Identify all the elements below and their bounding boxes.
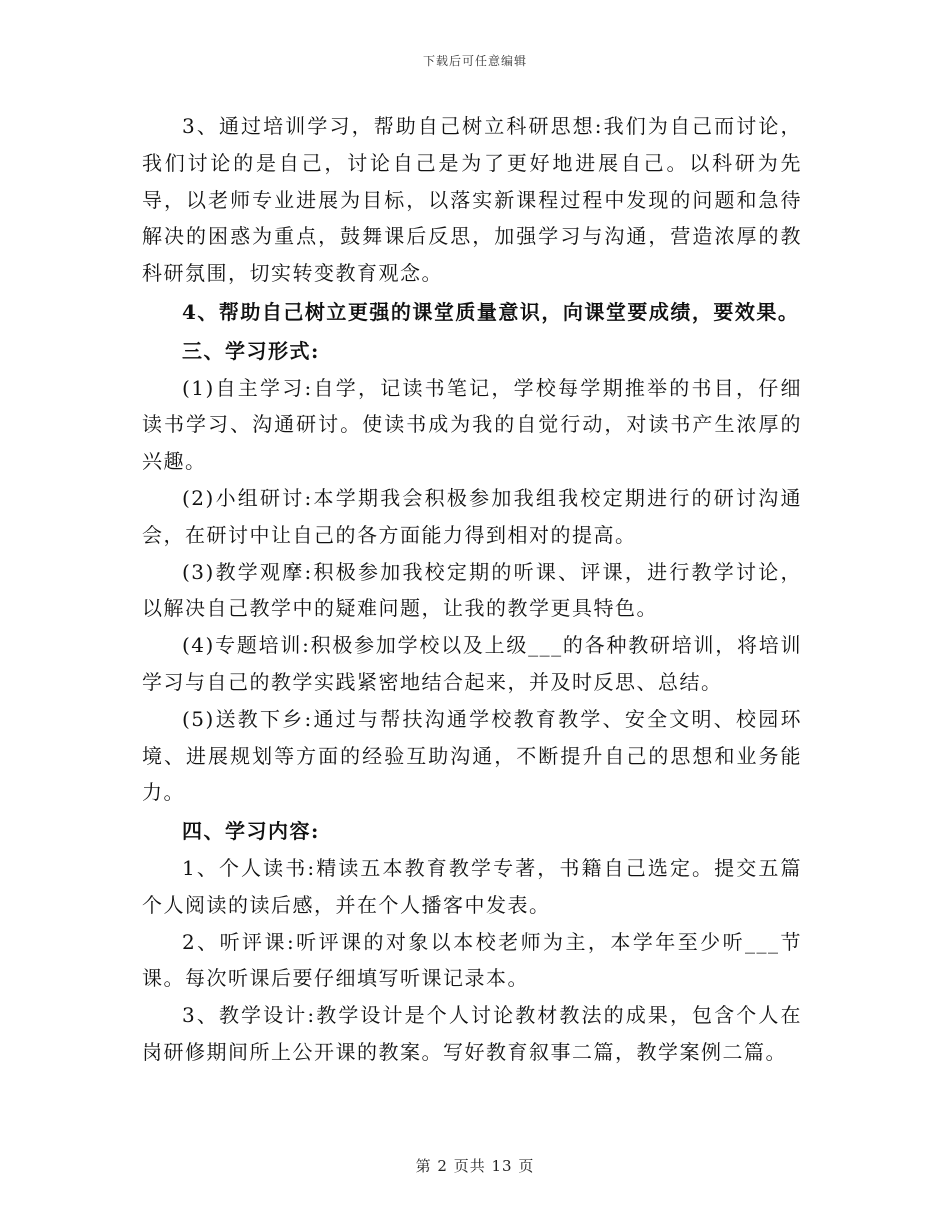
- document-body: [142, 108, 802, 1071]
- paragraph-rural-teaching: (5)送教下乡:通过与帮扶沟通学校教育教学、安全文明、校园环境、进展规划等方面的经验互助沟通，不断提升自己的思想和业务能力。: [142, 706, 802, 805]
- paragraph-special-training: (4)专题培训:积极参加学校以及上级___的各种教研培训，将培训学习与自己的教学实践紧密地结合起来，并及时反思、总结。: [142, 633, 802, 694]
- paragraph-group-discussion: (2)小组研讨:本学期我会积极参加我组我校定期进行的研讨沟通会，在研讨中让自己的各方面能力得到相对的提高。: [142, 485, 802, 547]
- paragraph-lesson-evaluation: 2、听评课:听评课的对象以本校老师为主，本学年至少听___节课。每次听课后要仔细填写听课记录本。: [142, 929, 802, 991]
- section-heading-study-forms: 三、学习形式:: [182, 338, 320, 363]
- paragraph-quality-awareness: 4、帮助自己树立更强的课堂质量意识，向课堂要成绩，要效果。: [182, 299, 800, 324]
- page-number-footer: 第 2 页共 13 页: [415, 1157, 535, 1175]
- section-heading-study-content: 四、学习内容:: [182, 819, 320, 844]
- paragraph-personal-reading: 1、个人读书:精读五本教育教学专著，书籍自己选定。提交五篇个人阅读的读后感，并在个人播客中发表。: [142, 855, 802, 917]
- paragraph-teaching-design: 3、教学设计:教学设计是个人讨论教材教法的成果，包含个人在岗研修期间所上公开课的教案。写好教育叙事二篇，教学案例二篇。: [142, 1003, 802, 1064]
- paragraph-self-study: (1)自主学习:自学，记读书笔记，学校每学期推举的书目，仔细读书学习、沟通研讨。使读书成为我的自觉行动，对读书产生浓厚的兴趣。: [142, 375, 802, 474]
- paragraph-research-thinking: 3、通过培训学习，帮助自己树立科研思想:我们为自己而讨论，我们讨论的是自己，讨论自己是为了更好地进展自己。以科研为先导，以老师专业进展为目标，以落实新课程过程中发现的问题和急待解决的困惑为重点，鼓舞课后反思，加强学习与沟通，营造浓厚的教科研氛围，切实转变教育观念。: [142, 114, 802, 286]
- page-header: 下载后可任意编辑: [422, 54, 527, 68]
- paragraph-teaching-observation: (3)教学观摩:积极参加我校定期的听课、评课，进行教学讨论，以解决自己教学中的疑难问题，让我的教学更具特色。: [142, 559, 802, 621]
